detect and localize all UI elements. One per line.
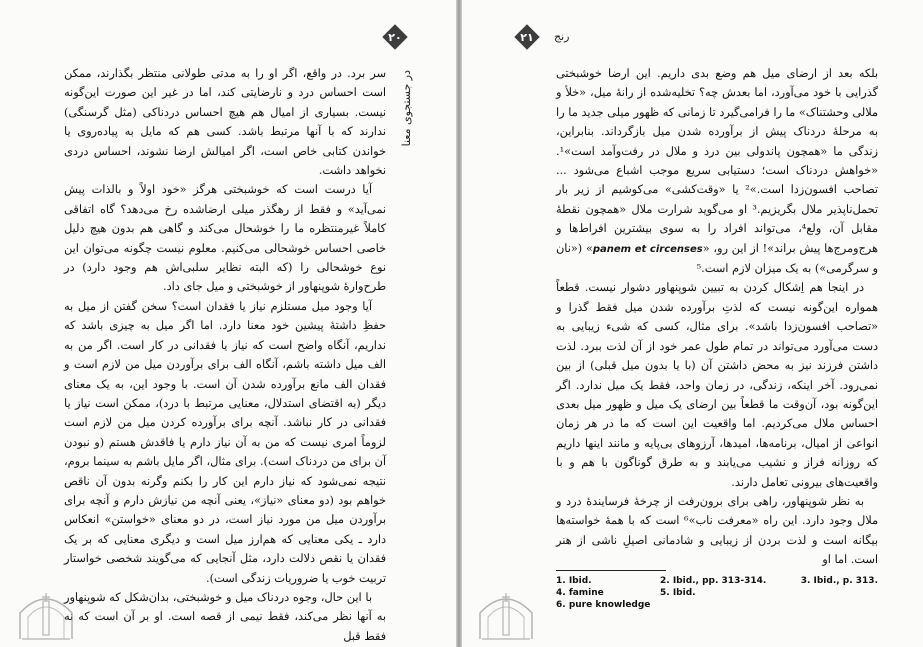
library-stamp-icon bbox=[14, 583, 78, 641]
footnote-row bbox=[556, 587, 878, 599]
right-page-number: ٢١ bbox=[514, 24, 540, 50]
right-running-head: رنج bbox=[554, 30, 570, 43]
footnote-5: 5. Ibid. bbox=[660, 588, 696, 598]
left-paragraph-1: سر برد. در واقع، اگر او را به مدتی طولانی منتظر بگذارند، ممکن است احساس درد و نارضایتی کند، اما در غیر این صورت این‌گونه نیست. بسیاری از امیال هم هیچ احساس دردناکی (مثل گرسنگی) ندارند که با آنها مرتبط باشد. کسی هم که مایل به پیاده‌روی یا خواندن کتابی خاص است، اگر امیالش ارضا نشوند، احساس دردی نخواهد داشت. bbox=[64, 67, 386, 178]
left-paragraph-2: آیا درست است که خوشبختی هرگز «خود اولاً و بالذات پیش نمی‌آید» و فقط از رهگذر میلی ارضاشده رخ می‌دهد؟ گاه اتفاقی کاملاً غیرمنتظره ما را خوشحال می‌کند و گاهی هم بدون هیچ دلیل خاصی احساس خوشحالی می‌کنیم. معلوم نیست چگونه می‌توان این نوع خوشحالی را (که البته نظایر سلبی‌اش هم وجود دارد) در طرح‌وارهٔ شوپنهاور از خوشبختی و میل جای داد. bbox=[64, 183, 386, 294]
right-paragraph-3: به نظر شوپنهاور، راهی برای برون‌رفت از چرخهٔ فرسایندهٔ درد و ملال وجود دارد. این راه «معرفت ناب»⁶ است که با همهٔ خواسته‌ها بیگانه است و لذت بردن از زیبایی و شادمانی اصیلِ ناشی از هنر است. اما او bbox=[556, 494, 878, 567]
left-page-number: ٢٠ bbox=[382, 24, 408, 50]
left-running-head: در جستجوی معنا bbox=[400, 70, 413, 147]
right-page bbox=[462, 0, 923, 647]
footnote-2: 2. Ibid., pp. 313-314. bbox=[660, 576, 767, 586]
footnote-4: 4. famine bbox=[556, 588, 604, 598]
latin-phrase: panem et circenses bbox=[592, 243, 703, 255]
right-paragraph-1: بلکه بعد از ارضای میل هم وضع بدی داریم. این ارضا خوشبختی گذرایی با خود می‌آورد، اما بعدش چه؟ تخلیه‌شده از رانهٔ میل، «خلأ و ملالی وحشتناک» ما را فرامی‌گیرد تا زمانی که ظهور میلی جدید ما را به مرحلهٔ دردناک پیش از برآورده شدن میل بازگرداند. بنابراین، زندگی ما «همچون پاندولی بین درد و ملال در رفت‌وآمد است»¹. «خواهش دردناک است؛ دستیابی سریع موجب اشباع می‌شود ... تصاحب افسون‌زدا است.»² یا «وقت‌کشی» می‌کوشیم از زیر بار تحمل‌ناپذیر ملال بگریزیم.³ او می‌گوید شرارت ملال «همچون نقطهٔ مقابل آن، ولع⁴، می‌تواند افراد را به سوی بیشترین افراط‌ها و هرج‌ومرج‌ها پیش براند»! از این رو، «panem et circenses» («نان و سرگرمی») به یک میزان لازم است.⁵ bbox=[556, 67, 878, 276]
right-paragraph-2: در اینجا هم اِشکال کردن به تبیین شوپنهاور دشوار نیست. قطعاً همواره این‌گونه نیست که لذتِ برآورده شدن میل فقط گذرا و «تصاحب افسون‌زدا باشد». برای مثال، کسی که شیء زیبایی به دست می‌آورد می‌تواند در تمام طول عمر خود از آن لذت ببرد. لذت داشتن فرزند نیز به محض داشتن آن (با یا بدون میل قبلی) از بین نمی‌رود. آخر اینکه، زندگی، در زمان واحد، فقط یک میل ندارد. اگر این‌گونه بود، آن‌وقت ما قطعاً بین ارضای یک میل و ظهور میل بعدی احساس ملال می‌کردیم. اما واقعیت این است که ما در هر زمان انواعی از امیال، برنامه‌ها، امیدها، آرزوهای بی‌پایه و مانند اینها داریم که روزانه فراز و نشیب می‌یابند و به طرق گوناگون با هم و با واقعیت‌های بیرونی تعامل دارند. bbox=[556, 281, 878, 489]
left-paragraph-3: آیا وجود میل مستلزم نیاز یا فقدان است؟ سخن گفتن از میل به حفظِ داشتهٔ پیشین خود معنا دارد. اما اگر میل به چیزی باشد که نداریم، آنگاه واضح است که نیاز یا فقدانی در کار است. اگر من به الف میل داشته باشم، آنگاه الف برای برآوردن میل من لازم است و فقدان الف مانع برآورده شدن آن است. با وجود این، به یک معنای دیگر (به اقتضای استدلال، معنایی مرتبط با درد)، ممکن است نیاز یا فقدانی در کار نباشد. آنچه برای برآورده کردن میل من لازم است لزوماً امری نیست که من به آن نیاز دارم یا فاقدش هستم (و نبودن آن برای من دردناک است). برای مثال، اگر مایل باشم به سینما بروم، نتیجه نمی‌شود که نیاز دارم این کار را بکنم وگرنه بدون آن ناقص خواهم بود (دو معنای «نیاز»، یعنی آنچه من نیازش دارم و آنچه برای برآوردن میل من مورد نیاز است، در دو معنای «خواستن» انعکاس دارد ـ یکی معنایی که هم‌ارز میل است و دیگری معنایی که بر یک فقدان یا نقص دلالت دارد، مثل آنجایی که می‌گویند شخصی خواستار تربیت خوب یا ضروریات زندگی است). bbox=[64, 299, 386, 585]
footnote-row bbox=[556, 599, 878, 611]
footnote-1: 1. Ibid. bbox=[556, 576, 592, 586]
footnotes bbox=[556, 575, 878, 611]
footnote-6: 6. pure knowledge bbox=[556, 600, 651, 610]
right-body-text bbox=[556, 64, 878, 570]
library-stamp-icon bbox=[474, 583, 538, 641]
left-paragraph-4: با این حال، وجوه دردناک میل و خوشبختی، بدان‌شکل که شوپنهاور به آنها نظر می‌کند، فقط نیمی از قصه است. او بر آن است که نه فقط قبل bbox=[64, 590, 386, 643]
footnote-3: 3. Ibid., p. 313. bbox=[800, 576, 878, 586]
footnote-rule bbox=[556, 570, 666, 571]
left-body-text bbox=[64, 64, 386, 646]
left-page bbox=[0, 0, 456, 647]
footnote-row bbox=[556, 575, 878, 587]
